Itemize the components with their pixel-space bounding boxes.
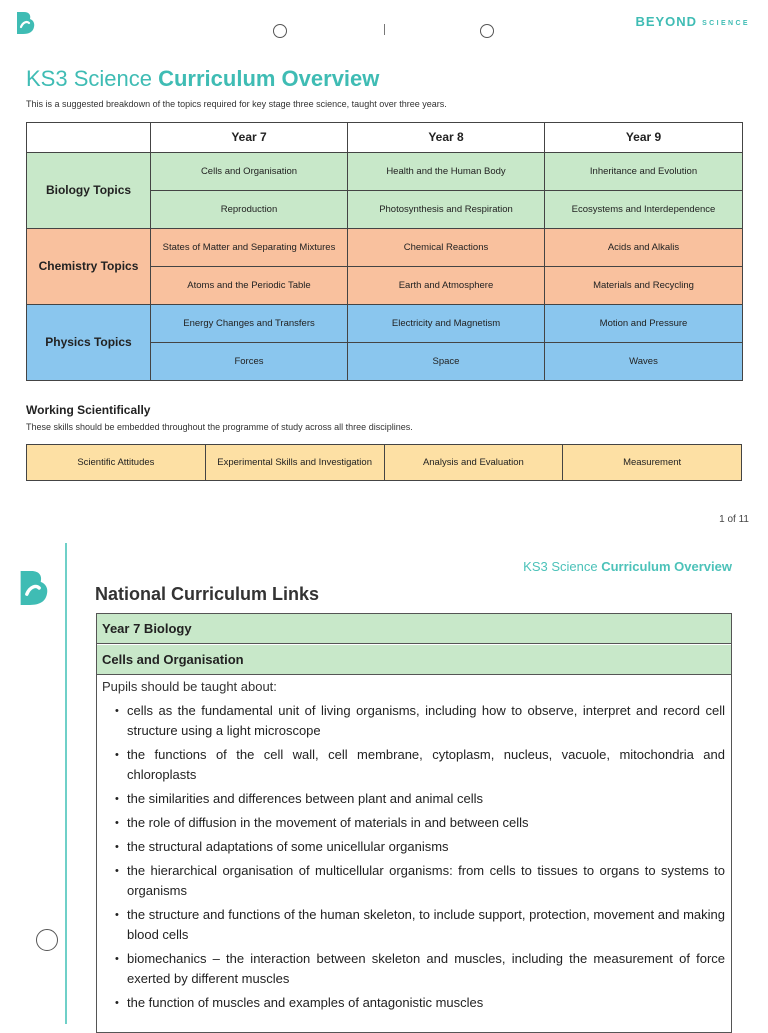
curriculum-links-box [96, 613, 732, 1033]
section-title: National Curriculum Links [95, 584, 320, 604]
topic-cell: Ecosystems and Interdependence [545, 191, 743, 229]
page-intro: This is a suggested breakdown of the topics required for key stage three science, taught over three years. [26, 99, 447, 109]
header-corner [27, 123, 151, 153]
table-row [27, 153, 743, 191]
topic-list [97, 701, 731, 1013]
topic-cell: Motion and Pressure [545, 305, 743, 343]
topic-cell: Energy Changes and Transfers [151, 305, 348, 343]
topic-cell: Waves [545, 343, 743, 381]
page-header [523, 559, 732, 574]
topic-cell: Earth and Atmosphere [348, 267, 545, 305]
year-header: Year 8 [348, 123, 545, 153]
working-scientifically-description: These skills should be embedded throughout the programme of study across all three disciplines. [26, 422, 413, 432]
brand-wordmark [635, 14, 750, 29]
page-title-bold: Curriculum Overview [158, 66, 380, 91]
topic-cell: Space [348, 343, 545, 381]
skill-cell: Measurement [563, 445, 742, 481]
skill-cell: Scientific Attitudes [27, 445, 206, 481]
topic-row: Cells and Organisation [97, 645, 731, 675]
list-item: • biomechanics – the interaction between skeleton and muscles, including the measurement of force exerted by different muscles [127, 949, 725, 989]
topic-cell: Atoms and the Periodic Table [151, 267, 348, 305]
binder-hole-icon [273, 24, 287, 38]
beyond-logo-icon [14, 10, 36, 36]
list-item: • cells as the fundamental unit of living organisms, including how to observe, interpret and record cell structure using a light microscope [127, 701, 725, 741]
list-item: • the structure and functions of the human skeleton, to include support, protection, movement and making blood cells [127, 905, 725, 945]
brand-sub: SCIENCE [702, 20, 750, 27]
page-header-light: KS3 Science [523, 559, 598, 574]
list-item: • the similarities and differences between plant and animal cells [127, 789, 725, 809]
topic-cell: Materials and Recycling [545, 267, 743, 305]
binder-hole-icon [36, 929, 58, 951]
list-item: • the role of diffusion in the movement of materials in and between cells [127, 813, 725, 833]
topic-cell: Health and the Human Body [348, 153, 545, 191]
topic-cell: Photosynthesis and Respiration [348, 191, 545, 229]
page-header-bold: Curriculum Overview [601, 559, 732, 574]
topic-cell: Electricity and Magnetism [348, 305, 545, 343]
list-item: • the hierarchical organisation of multicellular organisms: from cells to tissues to organs to systems to organisms [127, 861, 725, 901]
margin-rule [65, 543, 67, 1024]
topic-cell: Forces [151, 343, 348, 381]
table-row [27, 305, 743, 343]
subject-chemistry: Chemistry Topics [27, 229, 151, 305]
skill-cell: Analysis and Evaluation [384, 445, 563, 481]
list-item: • the functions of the cell wall, cell membrane, cytoplasm, nucleus, vacuole, mitochondria and chloroplasts [127, 745, 725, 785]
pupils-intro: Pupils should be taught about: [102, 679, 277, 694]
binder-hole-icon [480, 24, 494, 38]
page-number: 1 of 11 [719, 514, 749, 525]
topic-cell: States of Matter and Separating Mixtures [151, 229, 348, 267]
topic-cell: Reproduction [151, 191, 348, 229]
list-item: • the structural adaptations of some unicellular organisms [127, 837, 725, 857]
page-title-light: KS3 Science [26, 66, 152, 91]
page-title [26, 66, 379, 92]
year-header: Year 9 [545, 123, 743, 153]
center-mark [384, 24, 385, 35]
table-header-row [27, 123, 743, 153]
table-row [27, 445, 742, 481]
subject-row: Year 7 Biology [97, 614, 731, 644]
skills-table [26, 444, 742, 481]
year-header: Year 7 [151, 123, 348, 153]
list-item: • the function of muscles and examples of antagonistic muscles [127, 993, 725, 1013]
brand-name: BEYOND [635, 14, 698, 29]
beyond-logo-icon [16, 566, 50, 610]
curriculum-table [26, 122, 743, 381]
working-scientifically-heading: Working Scientifically [26, 403, 151, 417]
subject-biology: Biology Topics [27, 153, 151, 229]
skill-cell: Experimental Skills and Investigation [205, 445, 384, 481]
table-row [27, 229, 743, 267]
topic-cell: Cells and Organisation [151, 153, 348, 191]
topic-cell: Chemical Reactions [348, 229, 545, 267]
topic-cell: Inheritance and Evolution [545, 153, 743, 191]
topic-cell: Acids and Alkalis [545, 229, 743, 267]
subject-physics: Physics Topics [27, 305, 151, 381]
